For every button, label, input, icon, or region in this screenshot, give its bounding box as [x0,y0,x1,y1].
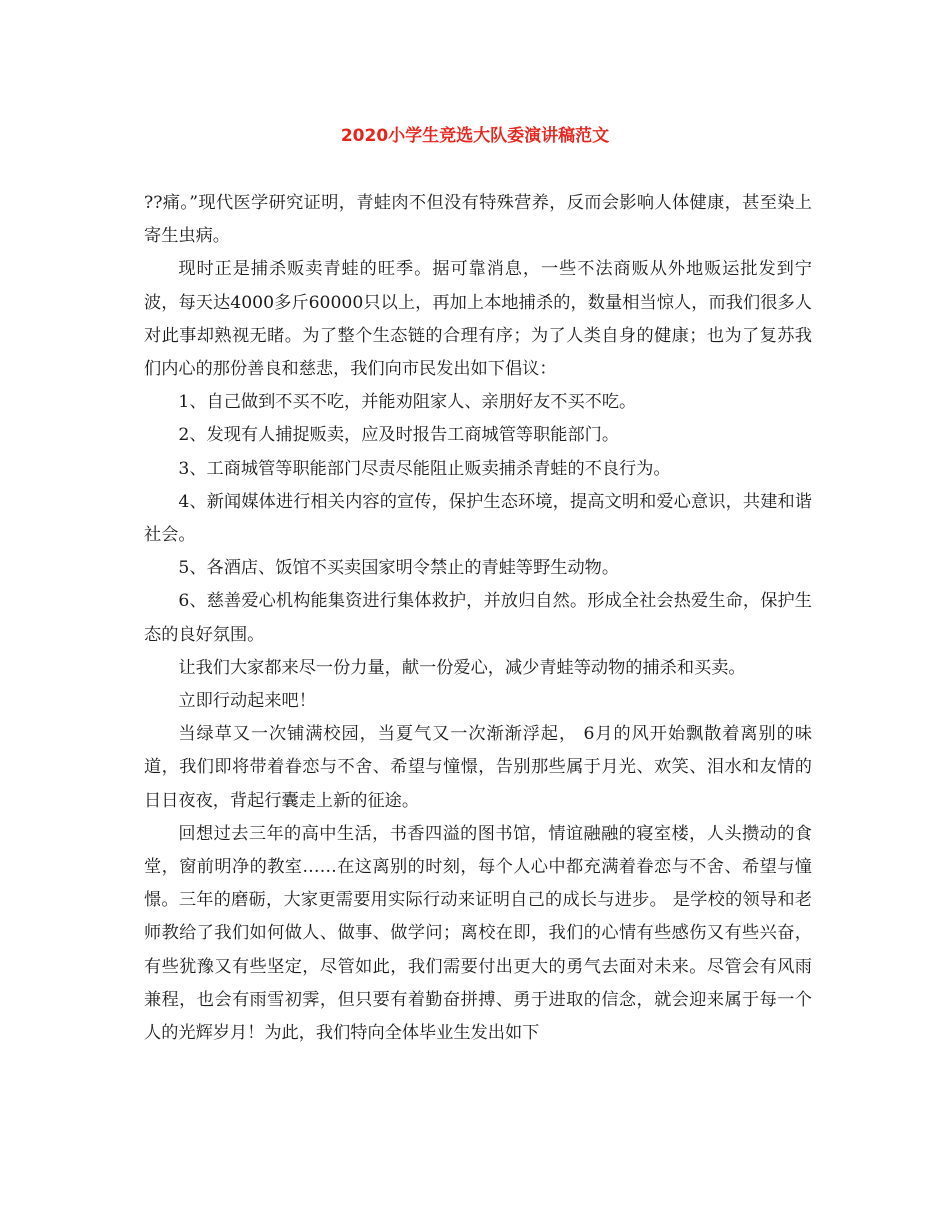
document-body [144,187,812,1050]
list-item: 6、慈善爱心机构能集资进行集体救护，并放归自然。形成全社会热爱生命，保护生态的良好氛围。 [144,591,812,645]
paragraph: 现时正是捕杀贩卖青蛙的旺季。据可靠消息，一些不法商贩从外地贩运批发到宁波，每天达4000多斤60000只以上，再加上本地捕杀的，数量相当惊人，而我们很多人对此事却熟视无睹。为了整个生态链的合理有序；为了人类自身的健康；也为了复苏我们内心的那份善良和慈悲，我们向市民发出如下倡议： [144,259,812,380]
paragraph: 让我们大家都来尽一份力量，献一份爱心，减少青蛙等动物的捕杀和买卖。 [178,657,746,678]
paragraph: 当绿草又一次铺满校园，当夏气又一次渐渐浮起， 6月的风开始飘散着离别的味道，我们即将带着眷恋与不舍、希望与憧憬，告别那些属于月光、欢笑、泪水和友情的日日夜夜，背起行囊走上新的征途。 [144,724,812,811]
list-item: 3、工商城管等职能部门尽责尽能阻止贩卖捕杀青蛙的不良行为。 [178,458,671,479]
paragraph: 立即行动起来吧！ [178,691,316,712]
list-item: 5、各酒店、饭馆不买卖国家明令禁止的青蛙等野生动物。 [178,558,620,579]
document-title: 2020小学生竞选大队委演讲稿范文 [340,126,610,146]
list-item: 4、新闻媒体进行相关内容的宣传，保护生态环境，提高文明和爱心意识，共建和谐社会。 [144,491,812,546]
list-item: 1、自己做到不买不吃，并能劝阻家人、亲朋好友不买不吃。 [178,392,637,413]
list-item: 2、发现有人捕捉贩卖，应及时报告工商城管等职能部门。 [178,425,620,446]
paragraph: 回想过去三年的高中生活，书香四溢的图书馆，情谊融融的寝室楼，人头攒动的食堂，窗前明净的教室……在这离别的时刻，每个人心中都充满着眷恋与不舍、希望与憧憬。三年的磨砺，大家更需要用实际行动来证明自己的成长与进步。 是学校的领导和老师教给了我们如何做人、做事、做学问；离校在即，我们的心情有些感伤又有些兴奋，有些犹豫又有些坚定，尽管如此，我们需要付出更大的勇气去面对未来。尽管会有风雨兼程，也会有雨雪初霁，但只要有着勤奋拼搏、勇于进取的信念，就会迎来属于每一个人的光辉岁月！为此，我们特向全体毕业生发出如下 [144,823,812,1044]
paragraph: ??痛。”现代医学研究证明，青蛙肉不但没有特殊营养，反而会影响人体健康，甚至染上寄生虫病。 [144,193,812,247]
